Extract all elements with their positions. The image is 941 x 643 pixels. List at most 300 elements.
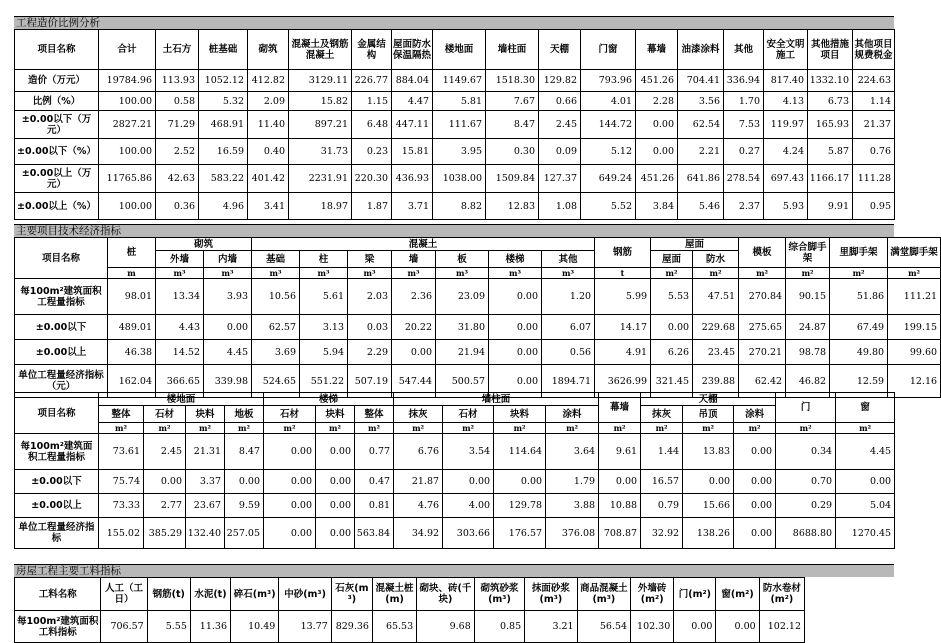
unit-cell: m³ [252, 268, 300, 279]
table-cell: 1518.30 [486, 70, 539, 92]
column-header: 其他项目规费税金 [853, 30, 895, 70]
table-cell: 71.29 [156, 111, 199, 139]
table-cell: 336.94 [724, 70, 764, 92]
column-header: 合计 [99, 30, 156, 70]
table-cell: 23.45 [693, 340, 739, 365]
sub-header: 防水 [693, 251, 739, 268]
sub-header-stair-tile: 块料 [316, 406, 355, 423]
column-header: 工料名称 [15, 578, 101, 611]
table-cell: 90.15 [786, 279, 830, 315]
column-header: 墙柱面 [486, 30, 539, 70]
table-cell: 13.77 [279, 611, 331, 643]
column-header: 水泥(t) [190, 578, 230, 611]
table-cell: 1149.67 [433, 70, 486, 92]
table-cell: 0.00 [204, 315, 252, 340]
section4-title-bar [14, 564, 894, 577]
table-cell: 12.83 [486, 193, 539, 220]
table-cell: 2231.91 [289, 165, 352, 193]
table-cell: 127.37 [539, 165, 581, 193]
column-header: 门(m²) [674, 578, 716, 611]
table-cell: 0.66 [539, 92, 581, 111]
table-cell: 102.30 [631, 611, 674, 643]
table-cell: 270.21 [739, 340, 786, 365]
table-cell: 75.74 [99, 470, 144, 494]
table-cell: 704.41 [678, 70, 724, 92]
column-header: 石灰(m³) [331, 578, 372, 611]
table-cell: 270.84 [739, 279, 786, 315]
table-cell: 0.47 [355, 470, 394, 494]
table-cell: 4.91 [595, 340, 651, 365]
table-cell: 0.00 [264, 518, 316, 549]
table-cell: 303.66 [443, 518, 494, 549]
table-cell: 2.36 [392, 279, 436, 315]
unit-cell: m² [443, 423, 494, 434]
table-cell: 111.67 [433, 111, 486, 139]
table-cell: 507.19 [348, 365, 392, 398]
table-cell: 98.01 [108, 279, 156, 315]
table-cell: 32.92 [641, 518, 683, 549]
table-cell: 100.00 [99, 139, 156, 165]
table-cell: 6.26 [651, 340, 693, 365]
table-cell: 3.95 [433, 139, 486, 165]
table-cell: 62.57 [252, 315, 300, 340]
table-cell: 11765.86 [99, 165, 156, 193]
section4-title: 房屋工程主要工料指标 [16, 565, 121, 577]
column-header: 天棚 [539, 30, 581, 70]
group-curtain: 幕墙 [599, 393, 641, 423]
group-header-row [15, 238, 941, 251]
section2-title: 主要项目技术经济指标 [16, 225, 121, 237]
table-cell: 641.86 [678, 165, 724, 193]
column-header: 抹面砂浆(m³) [525, 578, 577, 611]
column-header: 其他措施项目 [808, 30, 853, 70]
table-cell: 65.53 [372, 611, 416, 643]
table-cell: 73.33 [99, 494, 144, 518]
table-cell: 8.82 [433, 193, 486, 220]
table-cell: 0.09 [539, 139, 581, 165]
column-header: 窗(m²) [716, 578, 759, 611]
table-cell: 5.61 [300, 279, 348, 315]
table-cell: 0.00 [443, 470, 494, 494]
table-cell: 23.09 [436, 279, 489, 315]
table-cell: 62.42 [739, 365, 786, 398]
table-cell: 0.00 [489, 365, 542, 398]
table-cell: 15.66 [683, 494, 734, 518]
table-cell: 1.20 [542, 279, 595, 315]
table-cell: 0.81 [355, 494, 394, 518]
table-cell: 9.61 [599, 434, 641, 470]
table-cell: 21.31 [186, 434, 225, 470]
table-cell: 11.36 [190, 611, 230, 643]
table-cell: 42.63 [156, 165, 199, 193]
column-header: 砌筑 [248, 30, 289, 70]
table-cell: 0.00 [734, 494, 776, 518]
unit-cell: m² [316, 423, 355, 434]
table-cell: 1.44 [641, 434, 683, 470]
table-cell: 5.81 [433, 92, 486, 111]
group-concrete: 混凝土 [252, 238, 595, 251]
table-cell: 46.38 [108, 340, 156, 365]
table-cell: 0.00 [836, 470, 895, 494]
table-cell: 0.00 [316, 470, 355, 494]
table-cell: 98.78 [786, 340, 830, 365]
sub-header-floor-tile: 块料 [186, 406, 225, 423]
table-cell: 0.00 [264, 470, 316, 494]
unit-cell: m² [641, 423, 683, 434]
table-cell: 0.79 [641, 494, 683, 518]
table-cell: 3.88 [546, 494, 599, 518]
unit-cell: m² [739, 268, 786, 279]
unit-cell: m² [494, 423, 546, 434]
column-header: 混凝土桩(m) [372, 578, 416, 611]
table-cell: 5.04 [836, 494, 895, 518]
unit-cell: m² [836, 423, 895, 434]
table-cell: 436.93 [392, 165, 433, 193]
unit-cell: m³ [489, 268, 542, 279]
column-header: 金属结构 [352, 30, 392, 70]
table-cell: 12.16 [888, 365, 941, 398]
unit-cell: m² [225, 423, 264, 434]
table-row [15, 92, 895, 111]
row-label: 每100m²建筑面积工程量指标 [15, 434, 99, 470]
table-cell: 1052.12 [199, 70, 248, 92]
table-cell: 21.37 [853, 111, 895, 139]
table-cell: 10.88 [599, 494, 641, 518]
table-cell: 3.21 [525, 611, 577, 643]
group-masonry: 砌筑 [156, 238, 252, 251]
table-cell: 13.83 [683, 434, 734, 470]
sub-header-stair-stone: 石材 [264, 406, 316, 423]
table-cell: 0.00 [683, 470, 734, 494]
table-cell: 1166.17 [808, 165, 853, 193]
tech-economic-table [14, 237, 941, 398]
row-label: 每100m²建筑面积工料指标 [15, 611, 101, 643]
table-cell: 3626.99 [595, 365, 651, 398]
table-cell: 13.34 [156, 279, 204, 315]
sub-header-stair-whole: 整体 [355, 406, 394, 423]
table-cell: 8.47 [486, 111, 539, 139]
table-cell: 2.21 [678, 139, 724, 165]
table-cell: 0.85 [474, 611, 524, 643]
table-cell: 24.87 [786, 315, 830, 340]
group-formwork: 模板 [739, 238, 786, 268]
table-cell: 5.32 [199, 92, 248, 111]
column-header: 防水卷材(m²) [759, 578, 804, 611]
unit-cell: m [108, 268, 156, 279]
table-cell: 451.26 [636, 70, 678, 92]
table-cell: 6.73 [808, 92, 853, 111]
table-cell: 468.91 [199, 111, 248, 139]
row-label: ±0.00以上（%） [15, 193, 99, 220]
unit-cell: t [595, 268, 651, 279]
table-cell: 0.03 [348, 315, 392, 340]
sub-header: 外墙 [156, 251, 204, 268]
table-cell: 226.77 [352, 70, 392, 92]
table-row [15, 340, 941, 365]
column-header: 屋面防水保温隔热 [392, 30, 433, 70]
sub-header-floor-stone: 石材 [144, 406, 186, 423]
table-cell: 100.00 [99, 92, 156, 111]
table-cell: 0.00 [489, 279, 542, 315]
group-floor: 楼地面 [99, 393, 264, 406]
table-row [15, 434, 895, 470]
unit-cell: m³ [436, 268, 489, 279]
table-cell: 524.65 [252, 365, 300, 398]
unit-cell: m³ [204, 268, 252, 279]
column-header: 项目名称 [15, 30, 99, 70]
group-wallcol: 墙柱面 [394, 393, 599, 406]
unit-cell: m² [264, 423, 316, 434]
finish-indicator-table [14, 392, 895, 549]
table-cell: 0.77 [355, 434, 394, 470]
table-row [15, 111, 895, 139]
table-cell: 0.00 [494, 470, 546, 494]
table-cell: 11.40 [248, 111, 289, 139]
table-cell: 62.54 [678, 111, 724, 139]
group-header-row [15, 393, 895, 406]
table-cell: 12.59 [830, 365, 888, 398]
table-cell: 165.93 [808, 111, 853, 139]
table-cell: 9.91 [808, 193, 853, 220]
sub-header-ceiling-paint: 涂料 [734, 406, 776, 423]
row-label: 单位工程量经济指标（元） [15, 365, 108, 398]
table-cell: 73.61 [99, 434, 144, 470]
table-cell: 20.22 [392, 315, 436, 340]
table-cell: 1509.84 [486, 165, 539, 193]
table-cell: 49.80 [830, 340, 888, 365]
table-cell: 155.02 [99, 518, 144, 549]
column-header: 幕墙 [636, 30, 678, 70]
column-header: 商品混凝土(m³) [577, 578, 630, 611]
unit-cell: m² [144, 423, 186, 434]
table-cell: 1.79 [546, 470, 599, 494]
group-ceiling: 天棚 [641, 393, 776, 406]
table-cell: 5.99 [595, 279, 651, 315]
unit-cell: m³ [542, 268, 595, 279]
table-cell: 3.69 [252, 340, 300, 365]
table-cell: 583.22 [199, 165, 248, 193]
table-cell: 3.13 [300, 315, 348, 340]
table-cell: 0.00 [599, 470, 641, 494]
unit-row [15, 268, 941, 279]
group-door: 门 [776, 393, 836, 423]
table-cell: 15.81 [392, 139, 433, 165]
table-cell: 111.21 [888, 279, 941, 315]
section1-title: 工程造价比例分析 [16, 17, 100, 29]
table-cell: 7.67 [486, 92, 539, 111]
table-cell: 14.17 [595, 315, 651, 340]
unit-cell: m² [888, 268, 941, 279]
table-cell: 16.59 [199, 139, 248, 165]
table-cell: 6.07 [542, 315, 595, 340]
table-cell: 220.30 [352, 165, 392, 193]
table-cell: 0.00 [674, 611, 716, 643]
row-header-label: 项目名称 [15, 393, 99, 434]
table-cell: 0.00 [734, 518, 776, 549]
table-cell: 100.00 [99, 193, 156, 220]
row-label: 每100m²建筑面积工程量指标 [15, 279, 108, 315]
table-cell: 6.48 [352, 111, 392, 139]
table-cell: 239.88 [693, 365, 739, 398]
table-cell: 2.29 [348, 340, 392, 365]
table-cell: 67.49 [830, 315, 888, 340]
table-cell: 0.00 [489, 315, 542, 340]
table-cell: 2.45 [539, 111, 581, 139]
table-cell: 4.24 [764, 139, 808, 165]
sub-header: 楼梯 [489, 251, 542, 268]
table-row [15, 611, 805, 643]
table-cell: 23.67 [186, 494, 225, 518]
table-cell: 1.70 [724, 92, 764, 111]
column-header: 砌块、砖(千块) [417, 578, 475, 611]
column-header: 外墙砖(m²) [631, 578, 674, 611]
table-cell: 5.46 [678, 193, 724, 220]
table-cell: 0.00 [316, 434, 355, 470]
unit-row [15, 423, 895, 434]
unit-cell: m³ [300, 268, 348, 279]
table-cell: 278.54 [724, 165, 764, 193]
group-inner-scaffold: 里脚手架 [830, 238, 888, 268]
group-stair: 楼梯 [264, 393, 394, 406]
group-rebar: 钢筋 [595, 238, 651, 268]
table-cell: 0.00 [264, 434, 316, 470]
table-cell: 447.11 [392, 111, 433, 139]
table-cell: 0.34 [776, 434, 836, 470]
row-label: 比例（%） [15, 92, 99, 111]
table-cell: 0.00 [264, 494, 316, 518]
table-cell: 1.87 [352, 193, 392, 220]
table-cell: 3129.11 [289, 70, 352, 92]
table-cell: 2.09 [248, 92, 289, 111]
table-cell: 1270.45 [836, 518, 895, 549]
sub-header: 梁 [348, 251, 392, 268]
table-cell: 2.77 [144, 494, 186, 518]
row-label: 造价（万元） [15, 70, 99, 92]
table-cell: 0.00 [734, 470, 776, 494]
table-row [15, 165, 895, 193]
table-cell: 2827.21 [99, 111, 156, 139]
table-cell: 275.65 [739, 315, 786, 340]
group-scaffold: 综合脚手架 [786, 238, 830, 268]
table-cell: 884.04 [392, 70, 433, 92]
table-cell: 4.00 [443, 494, 494, 518]
header-row [15, 578, 805, 611]
table-cell: 376.08 [546, 518, 599, 549]
column-header: 楼地面 [433, 30, 486, 70]
unit-cell: m² [355, 423, 394, 434]
table-cell: 563.84 [355, 518, 394, 549]
table-cell: 34.92 [394, 518, 443, 549]
table-cell: 31.73 [289, 139, 352, 165]
column-header: 安全文明施工 [764, 30, 808, 70]
table-cell: 793.96 [581, 70, 636, 92]
table-cell: 5.53 [651, 279, 693, 315]
column-header: 土石方 [156, 30, 199, 70]
table-cell: 176.57 [494, 518, 546, 549]
header-row [15, 30, 895, 70]
table-cell: 489.01 [108, 315, 156, 340]
table-cell: 6.76 [394, 434, 443, 470]
table-cell: 0.23 [352, 139, 392, 165]
table-row [15, 70, 895, 92]
table-row [15, 494, 895, 518]
table-cell: 500.57 [436, 365, 489, 398]
sub-header-wall-stone: 石材 [443, 406, 494, 423]
table-cell: 119.97 [764, 111, 808, 139]
table-cell: 3.54 [443, 434, 494, 470]
table-cell: 5.55 [147, 611, 190, 643]
table-cell: 2.28 [636, 92, 678, 111]
table-cell: 706.57 [101, 611, 147, 643]
sub-header-wall-plaster: 抹灰 [394, 406, 443, 423]
sub-header: 其他 [542, 251, 595, 268]
sub-header-floor-whole: 整体 [99, 406, 144, 423]
sub-header-ceiling-suspended: 吊顶 [683, 406, 734, 423]
table-cell: 1894.71 [542, 365, 595, 398]
table-cell: 144.72 [581, 111, 636, 139]
unit-cell: m³ [348, 268, 392, 279]
column-header: 油漆涂料 [678, 30, 724, 70]
sub-header: 内墙 [204, 251, 252, 268]
unit-cell: m² [99, 423, 144, 434]
row-label: ±0.00以上 [15, 340, 108, 365]
table-cell: 31.80 [436, 315, 489, 340]
unit-cell: m² [546, 423, 599, 434]
table-cell: 0.00 [225, 470, 264, 494]
group-full-scaffold: 满堂脚手架 [888, 238, 941, 268]
table-cell: 111.28 [853, 165, 895, 193]
column-header: 人工（工日） [101, 578, 147, 611]
table-row [15, 279, 941, 315]
unit-cell: m² [693, 268, 739, 279]
table-cell: 1.14 [853, 92, 895, 111]
table-cell: 9.59 [225, 494, 264, 518]
table-cell: 56.54 [577, 611, 630, 643]
table-cell: 708.87 [599, 518, 641, 549]
sub-header-wall-tile: 块料 [494, 406, 546, 423]
row-label: ±0.00以下（%） [15, 139, 99, 165]
table-cell: 114.64 [494, 434, 546, 470]
table-cell: 5.52 [581, 193, 636, 220]
sub-header-floor-board: 地板 [225, 406, 264, 423]
table-cell: 21.87 [394, 470, 443, 494]
sub-header: 柱 [300, 251, 348, 268]
table-cell: 4.76 [394, 494, 443, 518]
table-cell: 138.26 [683, 518, 734, 549]
table-cell: 897.21 [289, 111, 352, 139]
table-cell: 5.12 [581, 139, 636, 165]
unit-cell: m² [599, 423, 641, 434]
unit-cell: m² [734, 423, 776, 434]
table-cell: 4.43 [156, 315, 204, 340]
table-cell: 829.36 [331, 611, 372, 643]
table-cell: 3.41 [248, 193, 289, 220]
unit-cell: m³ [156, 268, 204, 279]
table-cell: 0.00 [316, 518, 355, 549]
unit-cell: m² [394, 423, 443, 434]
table-cell: 1332.10 [808, 70, 853, 92]
column-header: 钢筋(t) [147, 578, 190, 611]
unit-cell: m³ [392, 268, 436, 279]
table-cell: 3.71 [392, 193, 433, 220]
table-cell: 129.82 [539, 70, 581, 92]
table-cell: 8.47 [225, 434, 264, 470]
table-cell: 339.98 [204, 365, 252, 398]
table-cell: 4.47 [392, 92, 433, 111]
table-cell: 5.93 [764, 193, 808, 220]
table-cell: 3.37 [186, 470, 225, 494]
table-cell: 0.95 [853, 193, 895, 220]
